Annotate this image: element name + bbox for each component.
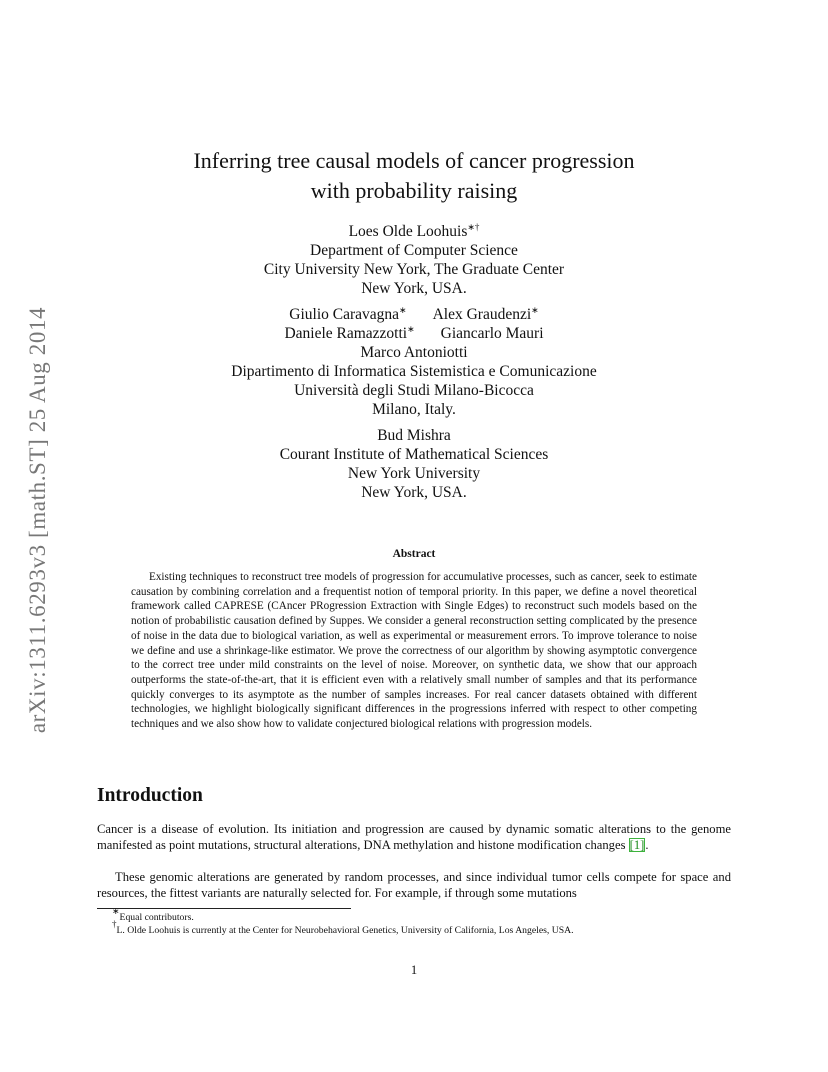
paper-title-line-2: with probability raising [310,178,518,203]
section-heading-introduction: Introduction [97,785,203,806]
footnote-1 [112,906,194,924]
author-name: Alex Graudenzi [432,306,532,323]
author-mark: ∗ [531,305,539,315]
affiliation-line: Milano, Italy. [372,401,456,418]
abstract-heading: Abstract [392,548,436,560]
footnote-text: Equal contributors. [119,912,194,923]
citation-link[interactable]: [1] [629,838,645,852]
footnote-text: L. Olde Loohuis is currently at the Center for Neurobehavioral Genetics, University of California, Los Angeles, USA. [116,925,574,936]
affiliation-line: Dipartimento di Informatica Sistemistica e Comunicazione [231,363,597,380]
affiliation-line: New York, USA. [361,484,467,501]
author-name: Giulio Caravagna [289,306,400,323]
intro-paragraph-2: These genomic alterations are generated by random processes, and since individual tumor cells compete for space and resources, the fittest variants are naturally selected for. For example, if through some mutations [97,870,731,900]
affiliation-line: New York University [347,465,481,482]
author-row [0,324,828,343]
footnote-mark: ∗ [112,906,120,916]
author-mark: ∗ [399,305,407,315]
author-marks: ∗† [467,222,480,232]
author-loohuis [0,222,828,241]
page-number: 1 [410,963,418,977]
abstract-body: Existing techniques to reconstruct tree models of progression for accumulative processes, such as cancer, seek to estimate causation by combining correlation and a frequentist notion of temporal priority. In this paper, we define a novel theoretical framework called CAPRESE (CAncer PRogression Extraction with Single Edges) to reconstruct such models based on the notion of probabilistic causation defined by Suppes. We consider a general reconstruction setting complicated by the presence of noise in the data due to biological variation, as well as experimental or measurement errors. To improve tolerance to noise we define and use a shrinkage-like estimator. We prove the correctness of our algorithm by showing asymptotic convergence to the correct tree under mild constraints on the level of noise. Moreover, on synthetic data, we show that our approach outperforms the state-of-the-art, that it is efficient even with a relatively small number of samples and that its performance quickly converges to its asymptote as the number of samples increases. For real cancer datasets obtained with different technologies, we highlight biologically significant differences in the progressions inferred with respect to other competing techniques and we also show how to validate conjectured biological relations with progression models. [131,571,697,731]
footnote-rule [97,908,351,909]
paragraph-text: Cancer is a disease of evolution. Its initiation and progression are caused by dynamic somatic alterations to the genome manifested as point mutations, structural alterations, DNA methylation and histone modification changes [97,822,731,852]
author-antoniotti: Marco Antoniotti [360,344,468,361]
author-name: Daniele Ramazzotti [284,325,408,342]
author-name: Loes Olde Loohuis [348,223,468,240]
affiliation-line: Università degli Studi Milano-Bicocca [294,382,534,399]
author-mishra: Bud Mishra [377,427,451,444]
author-mark: ∗ [407,324,415,334]
arxiv-identifier-stamp: arXiv:1311.6293v3 [math.ST] 25 Aug 2014 [25,306,50,734]
author-row [0,305,828,324]
affiliation-line: City University New York, The Graduate Center [263,261,565,278]
affiliation-line: New York, USA. [361,280,467,297]
affiliation-line: Courant Institute of Mathematical Sciences [279,446,549,463]
affiliation-line: Department of Computer Science [310,242,518,259]
paper-title-line-1: Inferring tree causal models of cancer progression [193,148,635,173]
footnote-2 [112,919,574,937]
intro-paragraph-1 [97,821,731,853]
footnote-mark: † [112,919,117,929]
paragraph-text: . [645,838,649,852]
author-name: Giancarlo Mauri [440,325,544,342]
